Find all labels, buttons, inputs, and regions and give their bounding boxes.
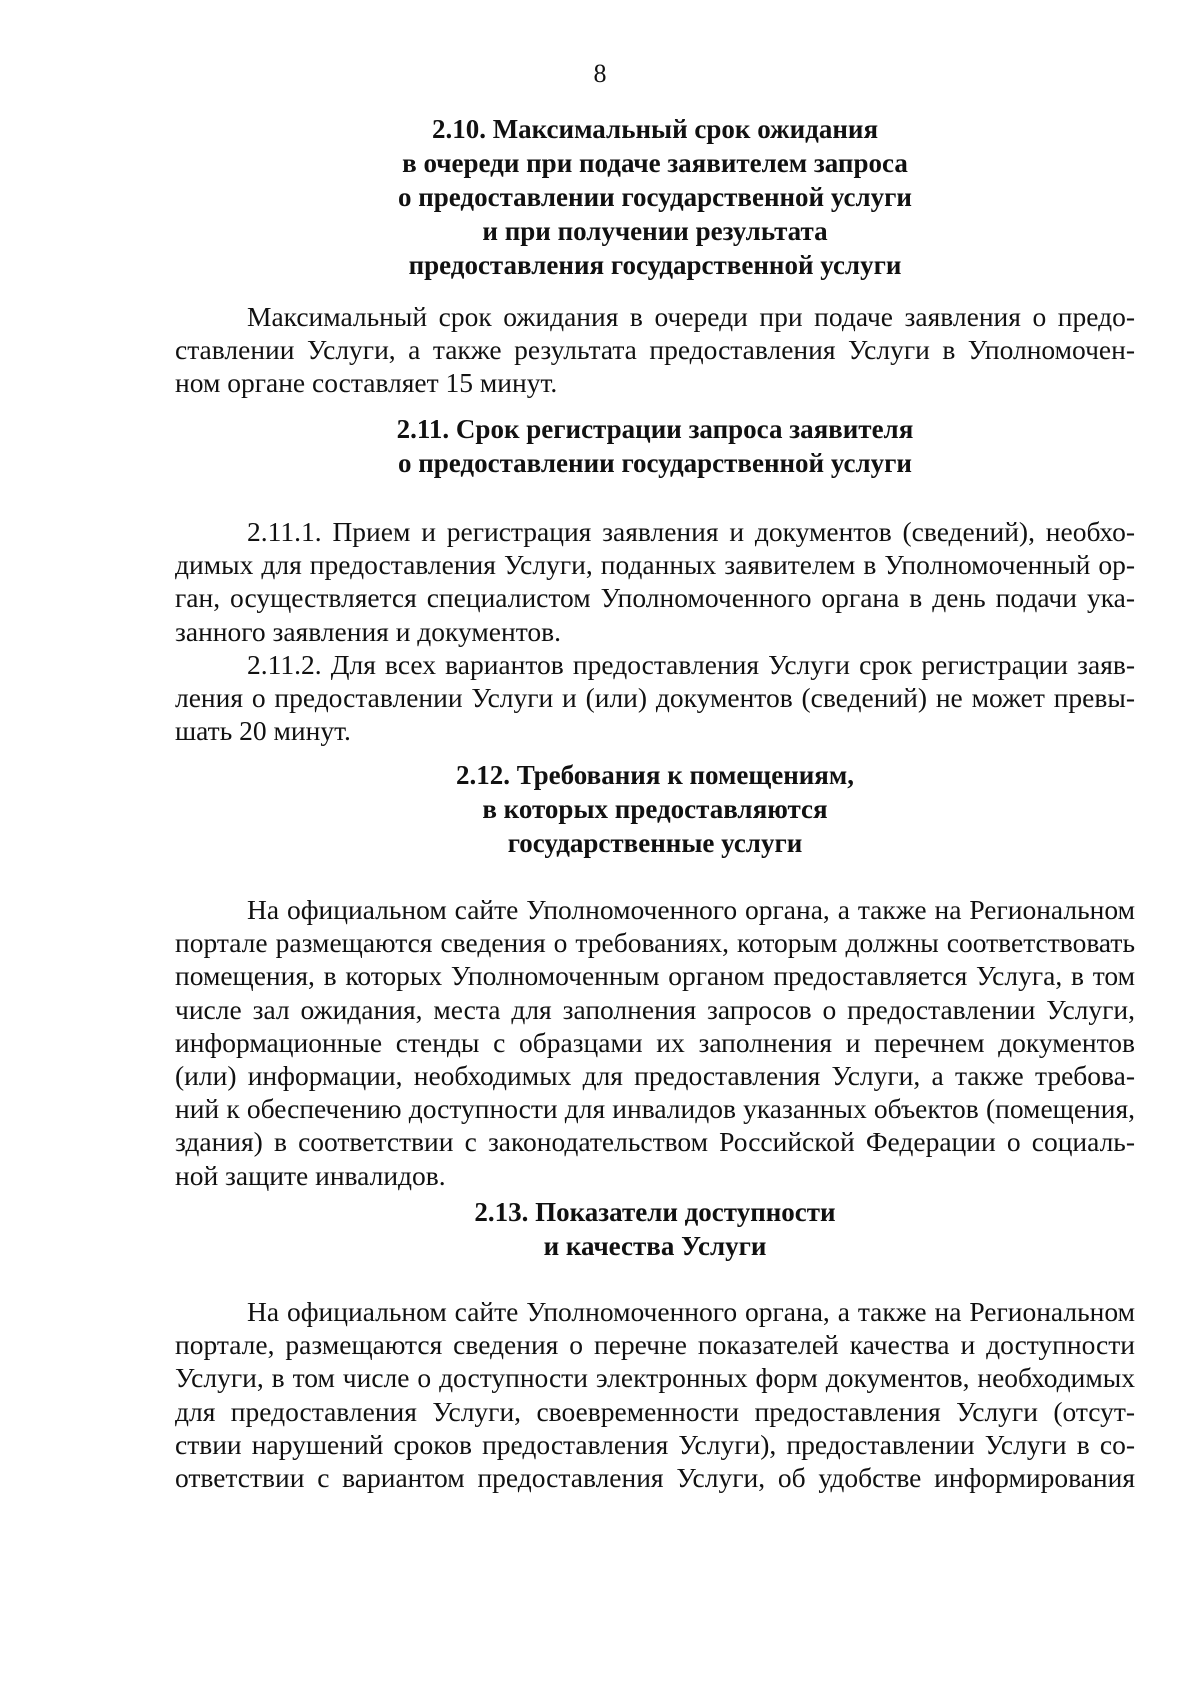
paragraph-line: здания) в соответствии с законодательством Российской Федерации о социаль- [175, 1126, 1135, 1158]
paragraph-line: ном органе составляет 15 минут. [175, 367, 558, 399]
heading-line: о предоставлении государственной услуги [397, 182, 912, 212]
paragraph-line: портале, размещаются сведения о перечне показателей качества и доступности [175, 1329, 1135, 1361]
heading-line: в которых предоставляются [482, 794, 828, 824]
heading-line: 2.12. Требования к помещениям, [455, 760, 855, 790]
paragraph-2-11-1 [175, 515, 1135, 648]
paragraph-2-12 [175, 893, 1135, 1192]
section-heading-2-10 [175, 112, 1135, 282]
paragraph-line: На официальном сайте Уполномоченного органа, а также на Региональном [247, 1296, 1135, 1327]
paragraph-line: ствии нарушений сроков предоставления Услуги), предоставлении Услуги в со- [175, 1428, 1135, 1460]
paragraph-line: ставлении Услуги, а также результата предоставления Услуги в Уполномочен- [175, 334, 1135, 366]
section-heading-2-13 [175, 1195, 1135, 1263]
paragraph-line: ответствии с вариантом предоставления Услуги, об удобстве информирования [175, 1462, 1135, 1494]
heading-line: и при получении результата [482, 216, 828, 246]
heading-line: 2.11. Срок регистрации запроса заявителя [396, 414, 914, 444]
paragraph-line: помещения, в которых Уполномоченным органом предоставляется Услуга, в том [175, 960, 1135, 992]
paragraph-line: информационные стенды с образцами их заполнения и перечнем документов [175, 1026, 1135, 1058]
paragraph-line: 2.11.2. Для всех вариантов предоставления Услуги срок регистрации заяв- [247, 649, 1135, 680]
page-number: 8 [593, 59, 607, 88]
heading-line: государственные услуги [507, 828, 803, 858]
paragraph-line: портале размещаются сведения о требованиях, которым должны соответствовать [175, 927, 1135, 959]
heading-line: и качества Услуги [543, 1231, 767, 1261]
paragraph-line: Максимальный срок ожидания в очереди при подаче заявления о предо- [247, 301, 1135, 332]
section-heading-2-11 [175, 412, 1135, 480]
paragraph-line: для предоставления Услуги, своевременности предоставления Услуги (отсут- [175, 1395, 1135, 1427]
heading-line: о предоставлении государственной услуги [397, 448, 912, 478]
paragraph-2-11-2 [175, 648, 1135, 748]
paragraph-2-13 [175, 1295, 1135, 1494]
paragraph-line: занного заявления и документов. [175, 615, 561, 647]
paragraph-line: ной защите инвалидов. [175, 1159, 446, 1191]
paragraph-line: 2.11.1. Прием и регистрация заявления и документов (сведений), необхо- [247, 516, 1135, 547]
paragraph-2-10 [175, 300, 1135, 400]
paragraph-line: ган, осуществляется специалистом Уполномоченного органа в день подачи ука- [175, 582, 1135, 614]
paragraph-line: числе зал ожидания, места для заполнения запросов о предоставлении Услуги, [175, 993, 1135, 1025]
paragraph-line: ления о предоставлении Услуги и (или) документов (сведений) не может превы- [175, 682, 1135, 714]
heading-line: в очереди при подаче заявителем запроса [402, 148, 908, 178]
paragraph-line: шать 20 минут. [175, 715, 351, 747]
paragraph-line: (или) информации, необходимых для предоставления Услуги, а также требова- [175, 1060, 1135, 1092]
heading-line: 2.10. Максимальный срок ожидания [431, 114, 879, 144]
heading-line: предоставления государственной услуги [408, 250, 902, 280]
paragraph-line: На официальном сайте Уполномоченного органа, а также на Региональном [247, 894, 1135, 925]
paragraph-line: ний к обеспечению доступности для инвалидов указанных объектов (помещения, [175, 1093, 1135, 1125]
paragraph-line: димых для предоставления Услуги, поданных заявителем в Уполномоченный ор- [175, 549, 1135, 581]
heading-line: 2.13. Показатели доступности [474, 1197, 836, 1227]
paragraph-line: Услуги, в том числе о доступности электронных форм документов, необходимых [175, 1362, 1135, 1394]
section-heading-2-12 [175, 758, 1135, 860]
